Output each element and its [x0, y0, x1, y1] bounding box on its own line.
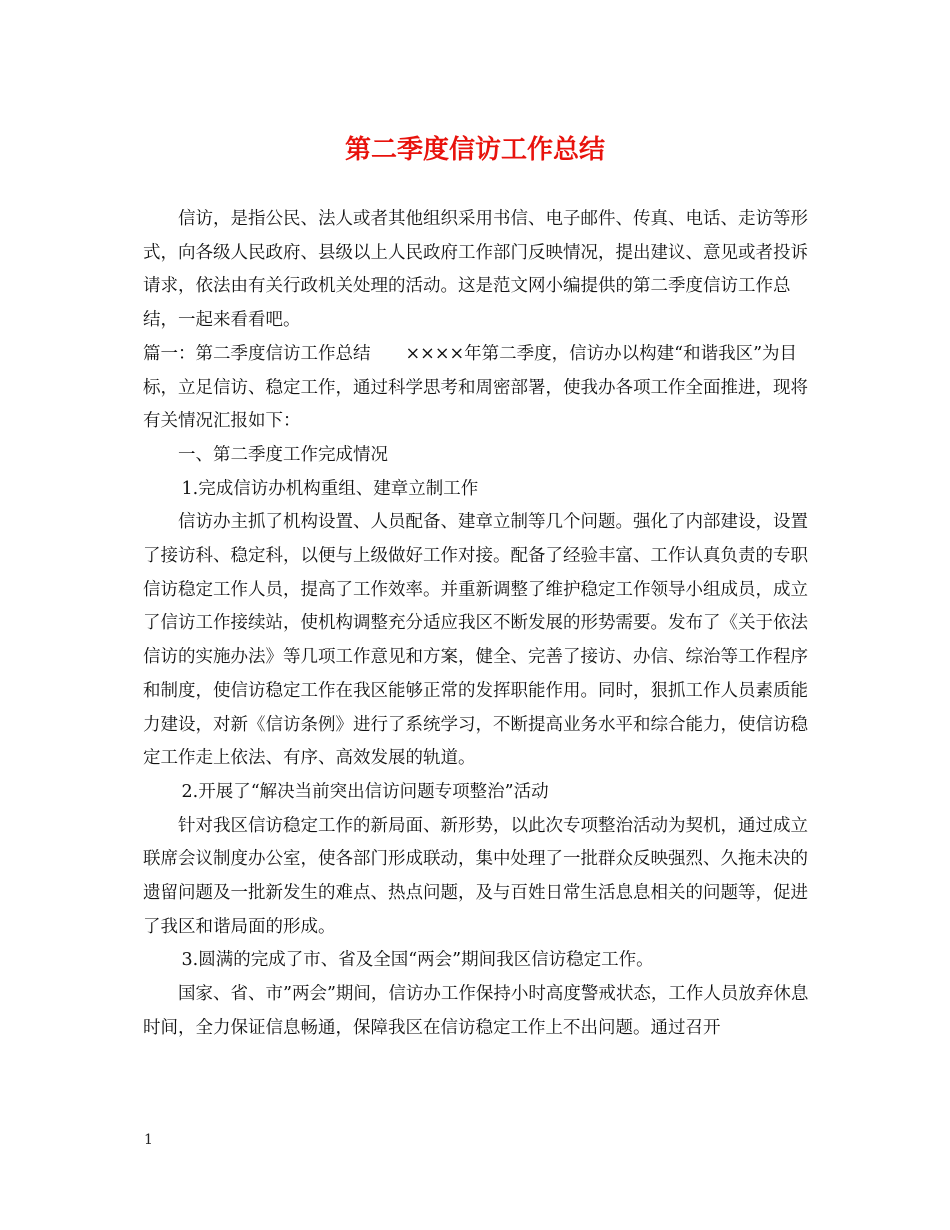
document-body — [143, 203, 811, 1046]
page-number: 1 — [144, 1132, 153, 1148]
paragraph: 2.开展了“解决当前突出信访问题专项整治”活动 — [181, 781, 549, 802]
document-title: 第二季度信访工作总结 — [344, 135, 605, 165]
paragraph: 针对我区信访稳定工作的新局面、新形势，以此次专项整治活动为契机，通过成立联席会议制度办公室，使各部门形成联动，集中处理了一批群众反映强烈、久拖未决的遗留问题及一批新发生的难点、热点问题，及与百姓日常生活息息相关的问题等，促进了我区和谐局面的形成。 — [143, 815, 808, 937]
paragraph: 国家、省、市”两会”期间，信访办工作保持小时高度警戒状态，工作人员放弃休息时间，全力保证信息畅通，保障我区在信访稳定工作上不出问题。通过召开 — [143, 984, 809, 1038]
paragraph: 信访，是指公民、法人或者其他组织采用书信、电子邮件、传真、电话、走访等形式，向各级人民政府、县级以上人民政府工作部门反映情况，提出建议、意见或者投诉请求，依法由有关行政机关处理的活动。这是范文网小编提供的第二季度信访工作总结，一起来看看吧。 — [143, 209, 808, 331]
paragraph: 篇一：第二季度信访工作总结 ××××年第二季度，信访办以构建“和谐我区”为目标，立足信访、稳定工作，通过科学思考和周密部署，使我办各项工作全面推进，现将有关情况汇报如下： — [143, 343, 808, 432]
paragraph: 一、第二季度工作完成情况 — [178, 444, 388, 465]
paragraph: 1.完成信访办机构重组、建章立制工作 — [181, 478, 479, 499]
paragraph: 信访办主抓了机构设置、人员配备、建章立制等几个问题。强化了内部建设，设置了接访科、稳定科，以便与上级做好工作对接。配备了经验丰富、工作认真负责的专职信访稳定工作人员，提高了工作效率。并重新调整了维护稳定工作领导小组成员，成立了信访工作接续站，使机构调整充分适应我区不断发展的形势需要。发布了《关于依法信访的实施办法》等几项工作意见和方案，健全、完善了接访、办信、综治等工作程序和制度，使信访稳定工作在我区能够正常的发挥职能作用。同时，狠抓工作人员素质能力建设，对新《信访条例》进行了系统学习，不断提高业务水平和综合能力，使信访稳定工作走上依法、有序、高效发展的轨道。 — [143, 512, 808, 769]
paragraph: 3.圆满的完成了市、省及全国“两会”期间我区信访稳定工作。 — [181, 950, 654, 971]
